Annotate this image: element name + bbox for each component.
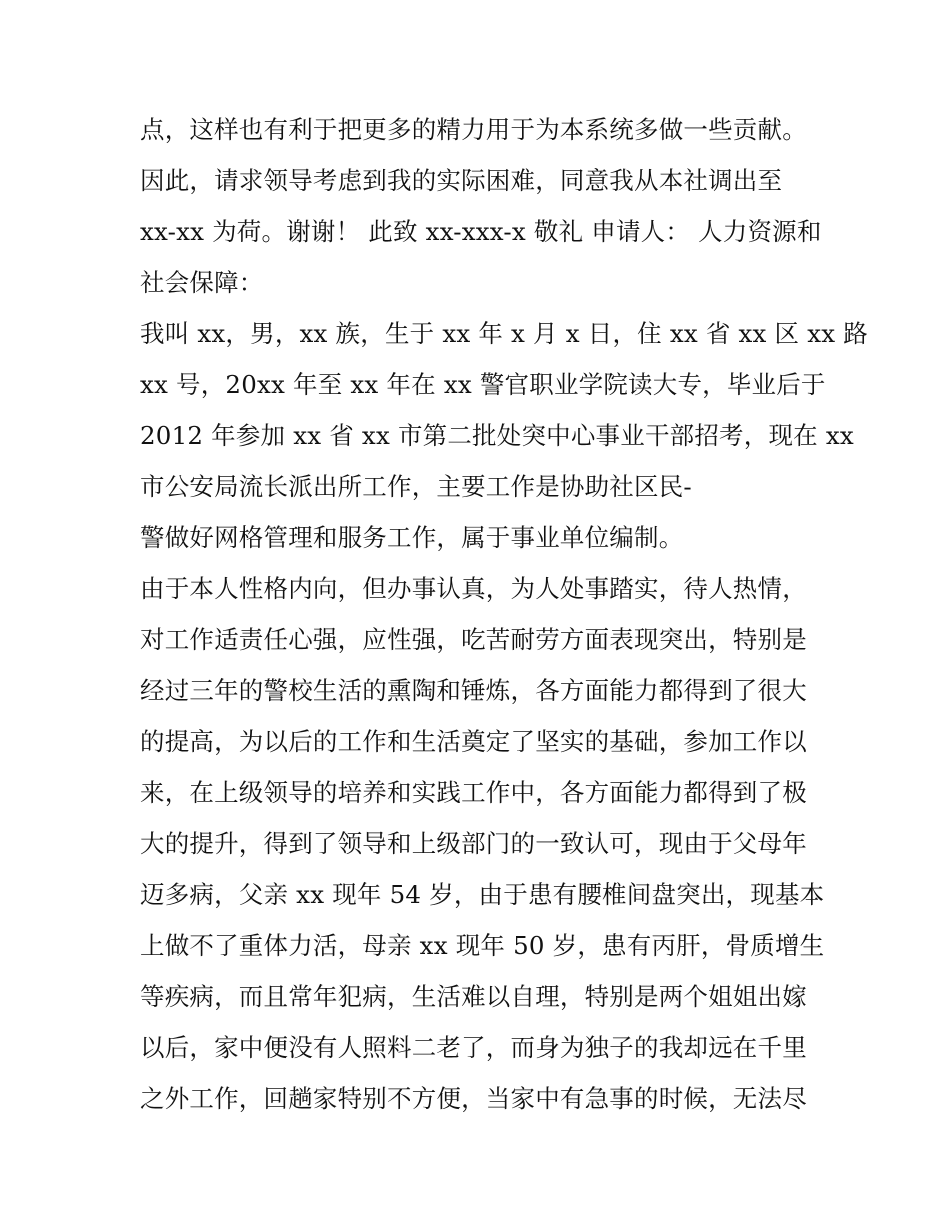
text-line: 因此，请求领导考虑到我的实际困难，同意我从本社调出至 bbox=[140, 166, 783, 195]
text-line: 由于本人性格内向，但办事认真，为人处事踏实，待人热情， bbox=[140, 574, 807, 603]
text-line: 的提高，为以后的工作和生活奠定了坚实的基础，参加工作以 bbox=[140, 727, 807, 756]
text-line: 社会保障： bbox=[140, 268, 264, 297]
text-line: 警做好网格管理和服务工作，属于事业单位编制。 bbox=[140, 523, 684, 552]
text-line: 来，在上级领导的培养和实践工作中，各方面能力都得到了极 bbox=[140, 778, 807, 807]
text-line: 我叫 xx，男，xx 族，生于 xx 年 x 月 x 日，住 xx 省 xx 区 xx 路 bbox=[140, 319, 868, 348]
document-body bbox=[140, 104, 868, 1124]
text-line: 对工作适责任心强，应性强，吃苦耐劳方面表现突出，特别是 bbox=[140, 625, 807, 654]
text-line: 等疾病，而且常年犯病，生活难以自理，特别是两个姐姐出嫁 bbox=[140, 982, 807, 1011]
text-line: 大的提升，得到了领导和上级部门的一致认可，现由于父母年 bbox=[140, 829, 807, 858]
text-line: 以后，家中便没有人照料二老了，而身为独子的我却远在千里 bbox=[140, 1033, 807, 1062]
text-line: 上做不了重体力活，母亲 xx 现年 50 岁，患有丙肝，骨质增生 bbox=[140, 931, 825, 960]
text-line: 市公安局流长派出所工作，主要工作是协助社区民- bbox=[140, 472, 692, 501]
text-line: 迈多病，父亲 xx 现年 54 岁，由于患有腰椎间盘突出，现基本 bbox=[140, 880, 825, 909]
text-line: 2012 年参加 xx 省 xx 市第二批处突中心事业干部招考，现在 xx bbox=[140, 421, 854, 450]
text-line: 经过三年的警校生活的熏陶和锤炼，各方面能力都得到了很大 bbox=[140, 676, 807, 705]
text-line: xx 号，20xx 年至 xx 年在 xx 警官职业学院读大专，毕业后于 bbox=[140, 370, 826, 399]
text-line: 之外工作，回趟家特别不方便，当家中有急事的时候，无法尽 bbox=[140, 1084, 807, 1113]
text-line: xx-xx 为荷。谢谢！ 此致 xx-xxx-x 敬礼 申请人： 人力资源和 bbox=[140, 217, 822, 246]
text-line: 点，这样也有利于把更多的精力用于为本系统多做一些贡献。 bbox=[140, 115, 807, 144]
